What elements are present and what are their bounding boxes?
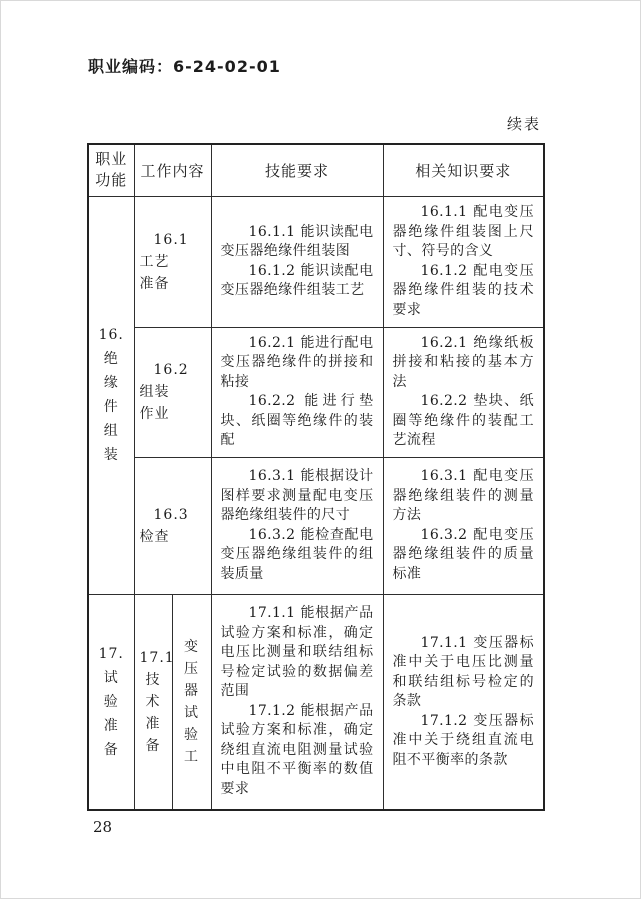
work-line: 作业 xyxy=(139,406,170,422)
table-header-row xyxy=(88,144,544,196)
skill-item: 17.1.1 能根据产品试验方案和标准，确定电压比测量和联结组标号检定试验的数据偏差范围 xyxy=(220,605,374,700)
skill-item: 16.1.2 能识读配电变压器绝缘件组装工艺 xyxy=(220,262,374,298)
function-number: 16. xyxy=(98,327,124,343)
work-line: 准备 xyxy=(145,715,161,754)
function-number: 17. xyxy=(98,645,124,662)
function-cell-17 xyxy=(88,594,134,810)
table-row xyxy=(88,327,544,457)
knowledge-cell-17-1 xyxy=(383,594,544,810)
function-char: 准 xyxy=(103,717,119,734)
work-content-cell-16-3 xyxy=(134,457,211,594)
skill-item: 16.2.1 能进行配电变压器绝缘件的拼接和粘接 xyxy=(220,334,374,390)
function-cell-16 xyxy=(88,196,134,594)
function-char: 组 xyxy=(103,423,119,439)
occupation-line: 器试 xyxy=(184,682,199,721)
header-function-line2: 功能 xyxy=(95,171,128,190)
occupation-line: 验工 xyxy=(184,726,199,765)
header-work-content: 工作内容 xyxy=(134,144,211,196)
knowledge-cell-16-2 xyxy=(383,327,544,457)
work-content-cell-17-1 xyxy=(134,594,175,810)
work-line: 17.1 xyxy=(139,649,175,666)
page-number: 28 xyxy=(93,818,113,836)
header-occupational-function xyxy=(88,144,134,196)
occupation-code-label: 职业编码：6-24-02-01 xyxy=(88,57,281,76)
skill-item: 17.1.2 能根据产品试验方案和标准，确定绕组直流电阻测量试验中电阻不平衡率的数值要求 xyxy=(220,702,374,797)
skill-item: 16.3.1 能根据设计图样要求测量配电变压器绝缘组装件的尺寸 xyxy=(220,468,374,523)
work-line: 16.1 工艺 xyxy=(139,231,189,270)
knowledge-item: 16.3.2 配电变压器绝缘组装件的质量标准 xyxy=(392,526,535,582)
work-line: 16.2 组装 xyxy=(139,362,189,400)
function-char: 缘 xyxy=(103,375,119,391)
continued-table-label: 续表 xyxy=(506,115,541,133)
work-line: 16.3 检查 xyxy=(139,506,189,545)
work-line: 技术 xyxy=(145,671,161,710)
header-knowledge-requirements: 相关知识要求 xyxy=(383,144,544,196)
knowledge-item: 16.2.2 垫块、纸圈等绝缘件的装配工艺流程 xyxy=(392,393,535,448)
skill-cell-16-1 xyxy=(211,196,383,327)
knowledge-cell-16-1 xyxy=(383,196,544,327)
occupational-standard-table xyxy=(87,143,545,811)
table-row xyxy=(88,196,544,327)
work-line: 准备 xyxy=(139,275,170,292)
table-row xyxy=(88,594,544,810)
work-content-cell-16-2 xyxy=(134,327,211,457)
knowledge-item: 16.1.1 配电变压器绝缘件组装图上尺寸、符号的含义 xyxy=(392,204,535,259)
table-row xyxy=(88,457,544,594)
header-skill-requirements: 技能要求 xyxy=(211,144,383,196)
skill-cell-16-2 xyxy=(211,327,383,457)
function-char: 验 xyxy=(103,693,119,710)
knowledge-item: 17.1.2 变压器标准中关于绕组直流电阻不平衡率的条款 xyxy=(392,712,535,768)
occupation-cell-transformer-tester xyxy=(172,594,211,810)
function-char: 件 xyxy=(103,399,119,415)
work-content-cell-16-1 xyxy=(134,196,211,327)
function-char: 试 xyxy=(103,669,119,686)
function-char: 备 xyxy=(103,741,119,758)
function-char: 绝 xyxy=(103,351,119,367)
skill-cell-16-3 xyxy=(211,457,383,594)
skill-item: 16.1.1 能识读配电变压器绝缘件组装图 xyxy=(220,223,374,259)
occupation-line: 变压 xyxy=(184,638,199,677)
knowledge-item: 17.1.1 变压器标准中关于电压比测量和联结组标号检定的条款 xyxy=(392,634,535,709)
knowledge-item: 16.1.2 配电变压器绝缘件组装的技术要求 xyxy=(392,262,535,318)
skill-item: 16.3.2 能检查配电变压器绝缘组装件的组装质量 xyxy=(220,526,374,582)
header-function-line1: 职业 xyxy=(95,150,128,169)
skill-item: 16.2.2 能进行垫块、纸圈等绝缘件的装配 xyxy=(220,393,374,448)
skill-cell-17-1 xyxy=(211,594,383,810)
knowledge-cell-16-3 xyxy=(383,457,544,594)
knowledge-item: 16.3.1 配电变压器绝缘组装件的测量方法 xyxy=(392,468,535,523)
knowledge-item: 16.2.1 绝缘纸板拼接和粘接的基本方法 xyxy=(392,334,535,390)
table-area xyxy=(87,113,543,811)
function-char: 装 xyxy=(103,447,119,463)
